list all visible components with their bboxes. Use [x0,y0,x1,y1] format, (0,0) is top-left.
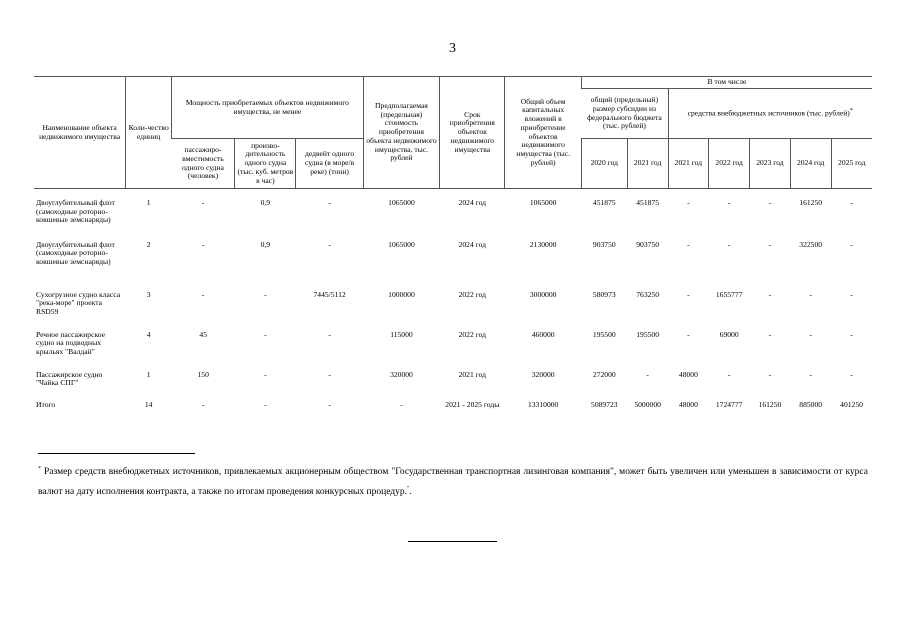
header-including: В том числе [581,77,872,89]
cell-productivity: 0,9 [260,239,271,249]
cell-name: Двоуглубительный флот (самоходные роторно-ковшевые земснаряды) [34,189,126,241]
cell-term: 2024 год [440,189,505,241]
cell-extra-2023: - [768,329,772,339]
cell-federal-2021: 763250 [636,289,659,299]
cell-qty: 4 [146,329,151,339]
cell-cost: 320000 [390,369,413,379]
header-row-1 [34,77,872,89]
cell-federal-2020: 451875 [581,189,627,241]
cell-name: Сухогрузное судно класса "река-море" проекта RSD59 [36,289,121,316]
cell-term: 2022 год [458,329,487,339]
table-row [34,189,872,241]
cell-total: 320000 [531,369,555,379]
cell-qty: 2 [146,239,151,249]
header-federal: общий (предельный) размер субсидии из федерального бюджета (тыс. рублей) [581,89,668,139]
cell-federal-2020: 580973 [592,289,616,299]
header-total-investment: Общий объем капитальных вложений в приобретение объектов недвижимого имущества (тыс. рублей) [505,77,581,189]
footnote-closing-quote: " [407,486,410,493]
header-year: 2021 год [627,139,668,189]
footnote-separator [38,453,195,454]
cell-extra-2025: - [850,239,853,249]
cell-extra-2022: 1655777 [715,289,743,299]
cell-extra-2024: - [809,369,812,379]
cell-name: Итого [36,399,56,409]
table-row [34,331,872,371]
cell-deadweight: - [328,399,331,409]
cell-term: 2022 год [458,289,487,299]
header-year: 2021 год [668,139,709,189]
table-row [34,241,872,291]
cell-extra-2024: - [809,329,812,339]
cell-passenger: - [201,289,205,299]
header-year: 2024 год [790,139,831,189]
cell-name: Двоуглубительный флот (самоходные роторно-ковшевые земснаряды) [36,239,115,266]
cell-extra-2021: - [687,289,690,299]
footnote [38,461,868,501]
cell-federal-2021: 5000000 [634,399,661,409]
cell-qty: 3 [146,289,151,299]
cell-federal-2020: 195500 [592,329,616,339]
cell-total: 13310000 [527,399,559,409]
cell-qty: 1 [126,189,172,241]
table-row [34,371,872,401]
cell-total: 460000 [531,329,555,339]
cell-extra-2025: - [850,289,853,299]
cell-name: Пассажирское судно "Чайка СПГ" [36,369,103,388]
cell-deadweight: 7445/5112 [313,289,346,299]
cell-productivity: - [264,289,267,299]
cell-cost: 1065000 [363,189,439,241]
header-term: Срок приобретения объектов недвижимого имущества [440,77,505,189]
cell-term: 2021 - 2025 годы [445,399,500,409]
cell-productivity: 0,9 [235,189,296,241]
cell-extra-2022: 1724777 [715,399,743,409]
cell-deadweight: - [328,369,331,379]
cell-passenger: - [172,189,235,241]
cell-productivity: - [264,329,267,339]
cell-extra-2024: - [809,289,812,299]
cell-extra-2024: 322500 [799,239,823,249]
cell-extra-2021: - [687,329,690,339]
cell-passenger: 150 [197,369,209,379]
cell-passenger: - [201,239,205,249]
cell-extra-2025: - [850,369,853,379]
cell-cost: - [400,399,403,409]
cell-qty: 14 [144,399,153,409]
cell-extra-2025: - [850,329,853,339]
cell-passenger: - [201,399,205,409]
cell-qty: 1 [146,369,151,379]
acquisition-table [34,76,872,431]
cell-extra-2021: 48000 [678,369,698,379]
cell-passenger: 45 [199,329,207,339]
cell-federal-2020: 903750 [592,239,616,249]
cell-extra-2021: - [687,239,690,249]
header-quantity: Коли-чество единиц [126,77,172,189]
cell-extra-2023: - [768,289,772,299]
header-extra-mark: * [849,108,853,115]
header-deadweight: дедвейт одного судна (в море/в реке) (тонн) [296,139,363,189]
cell-cost: 1065000 [388,239,415,249]
cell-term: 2021 год [458,369,487,379]
cell-total: 1065000 [505,189,581,241]
header-passenger: пассажиро-вместимость одного судна (человек) [172,139,235,189]
cell-extra-2023: - [750,189,791,241]
cell-extra-2023: - [768,369,772,379]
page-number: 3 [449,41,456,56]
cell-extra-2025: - [831,189,872,241]
cell-productivity: - [264,369,267,379]
cell-term: 2024 год [458,239,487,249]
header-extra [668,89,872,139]
footnote-text: Размер средств внебюджетных источников, привлекаемых акционерным обществом "Государственная транспортная лизинговая компания", может быть увеличен или уменьшен в зависимости от курса валют на дату исполнения контракта, а также по итогам проведения конкурсных процедур. [38,467,868,498]
header-estimated-cost: Предполагаемая (предельная) стоимость приобретения объекта недвижимого имущества, тыс. рублей [363,77,439,189]
header-year: 2023 год [750,139,791,189]
end-separator [408,541,497,542]
cell-federal-2021: - [646,369,649,379]
cell-extra-2022: - [727,369,731,379]
header-year: 2025 год [831,139,872,189]
table-row-total [34,401,872,431]
footnote-mark: * [38,466,41,472]
header-productivity: произво-дительность одного судна (тыс. куб. метров в час) [235,139,296,189]
cell-cost: 115000 [390,329,413,339]
footnote-closing: . [409,487,412,498]
cell-extra-2021: - [668,189,709,241]
cell-federal-2021: 903750 [636,239,659,249]
cell-total: 2130000 [529,239,557,249]
cell-federal-2020: 5089723 [591,399,618,409]
cell-deadweight: - [296,189,363,241]
cell-federal-2021: 451875 [627,189,668,241]
cell-extra-2021: 48000 [678,399,698,409]
cell-extra-2023: - [768,239,772,249]
cell-extra-2022: 69000 [719,329,739,339]
header-year: 2022 год [709,139,750,189]
header-extra-text: средства внебюджетных источников (тыс. рублей) [687,108,850,118]
cell-extra-2025: 401250 [840,399,863,409]
cell-extra-2023: 161250 [758,399,782,409]
cell-productivity: - [264,399,267,409]
cell-name: Речное пассажирское судно на подводных крыльях "Валдай" [36,329,106,356]
cell-deadweight: - [328,239,331,249]
header-capacity: Мощность приобретаемых объектов недвижимого имущества, не менее [172,77,364,139]
cell-federal-2021: 195500 [636,329,659,339]
cell-extra-2024: 161250 [790,189,831,241]
cell-extra-2024: 885000 [799,399,823,409]
cell-deadweight: - [328,329,331,339]
table-row [34,291,872,331]
cell-extra-2022: - [709,189,750,241]
table-body [34,189,872,431]
cell-federal-2020: 272000 [592,369,616,379]
cell-total: 3000000 [529,289,557,299]
header-name: Наименование объекта недвижимого имущества [34,77,126,189]
header-year: 2020 год [581,139,627,189]
cell-cost: 1000000 [388,289,415,299]
cell-extra-2022: - [727,239,731,249]
